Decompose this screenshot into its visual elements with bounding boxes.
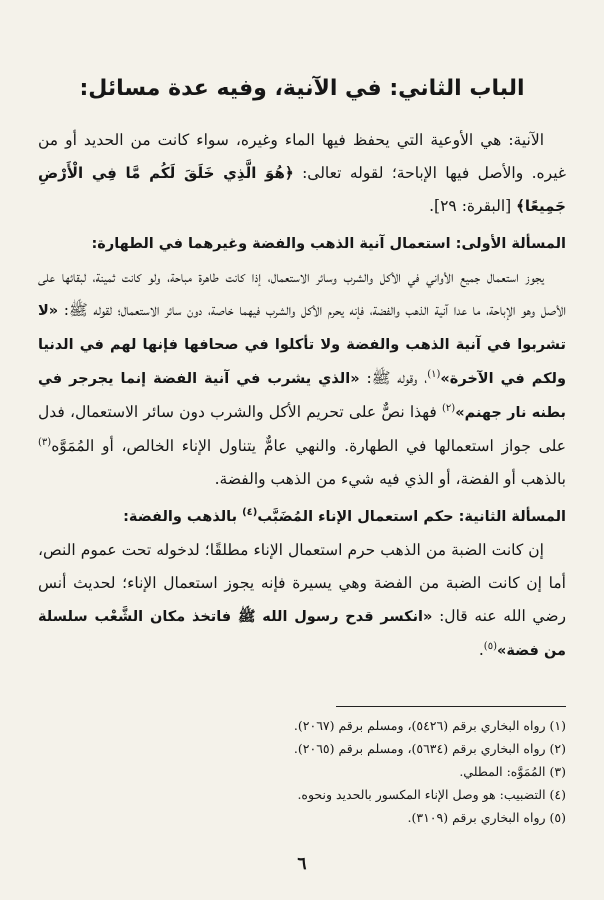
footnote-1: (١) رواه البخاري برقم (٥٤٢٦)، ومسلم برقم (٢٠٦٧). <box>293 718 566 733</box>
issue-1-paragraph <box>38 261 566 496</box>
issue-1-text-a: يجوز استعمال جميع الأواني في الأكل والشرب وسائر الاستعمال، إذا كانت طاهرة مباحة، ولو كانت ثمينة، لبقائها على الأصل وهو الإباحة، ما عدا آنية الذهب والفضة، فإنه يحرم الأكل والشرب فيهما خاصة، دون سائر الاستعمال؛ لقوله ﷺ: <box>38 268 566 319</box>
issue-2-text-b: . <box>478 641 484 659</box>
footnote-ref-4[interactable]: (٤) <box>242 507 258 519</box>
footnote-ref-2[interactable]: (٢) <box>442 402 456 414</box>
issue-1-text-d: بالذهب أو الفضة، أو الذي فيه شيء من الذهب والفضة. <box>214 470 566 488</box>
quran-reference: [البقرة: ٢٩]. <box>429 197 517 215</box>
footnote-5: (٥) رواه البخاري برقم (٣١٠٩). <box>407 810 566 825</box>
chapter-title: الباب الثاني: في الآنية، وفيه عدة مسائل: <box>79 76 525 101</box>
book-page <box>38 0 566 900</box>
hadith-2: «الذي يشرب في آنية الفضة إنما يجرجر في بطنه نار جهنم» <box>38 371 566 421</box>
page-body <box>38 124 566 668</box>
footnote-4: (٤) التضبيب: هو وصل الإناء المكسور بالحديد ونحوه. <box>297 787 566 802</box>
issue-1-title: المسألة الأولى: استعمال آنية الذهب والفضة وغيرهما في الطهارة: <box>91 236 566 252</box>
quran-verse: ﴿هُوَ الَّذِي خَلَقَ لَكُم مَّا فِي الْأَرْضِ جَمِيعًا﴾ <box>38 164 566 215</box>
issue-2-title <box>38 502 566 532</box>
hadith-3: «انكسر قدح رسول الله ﷺ فاتخذ مكان الشَّعْب سلسلة من فضة» <box>38 609 566 659</box>
issue-2-paragraph <box>38 534 566 668</box>
page-number: ٦ <box>297 854 307 874</box>
intro-paragraph <box>38 124 566 223</box>
issue-1-text-b: ، وقوله ﷺ: <box>359 369 428 387</box>
issue-2-title-end: بالذهب والفضة: <box>123 509 243 525</box>
footnotes <box>38 714 566 829</box>
footnote-3: (٣) المُمَوَّه: المطلي. <box>459 764 566 779</box>
footnote-ref-1[interactable]: (١) <box>427 368 441 380</box>
issue-1-text-c: فهذا نصٌّ على تحريم الأكل والشرب دون سائر الاستعمال، فدل على جواز استعمالها في الطهارة. والنهي عامٌّ يتناول الإناء الخالص، أو المُمَوَّه <box>38 403 566 455</box>
footnote-ref-3[interactable]: (٣) <box>38 436 52 448</box>
footnote-ref-5[interactable]: (٥) <box>483 640 497 652</box>
footnote-2: (٢) رواه البخاري برقم (٥٦٣٤)، ومسلم برقم (٢٠٦٥). <box>293 741 566 756</box>
footnote-divider <box>336 706 566 707</box>
intro-text: الآنية: هي الأوعية التي يحفظ فيها الماء وغيره، سواء كانت من الحديد أو من غيره. والأصل فيها الإباحة؛ لقوله تعالى: <box>38 131 566 182</box>
issue-2-title-text: المسألة الثانية: حكم استعمال الإناء المُضَبَّب <box>257 509 566 525</box>
issue-2-text-a: إن كانت الضبة من الذهب حرم استعمال الإناء مطلقًا؛ لدخوله تحت عموم النص، أما إن كانت الضبة من الفضة وهي يسيرة فإنه يجوز استعمال الإناء؛ لحديث أنس رضي الله عنه قال: <box>38 541 566 625</box>
hadith-1: «لا تشربوا في آنية الذهب والفضة ولا تأكلوا في صحافها فإنها لهم في الدنيا ولكم في الآخرة» <box>38 303 566 387</box>
